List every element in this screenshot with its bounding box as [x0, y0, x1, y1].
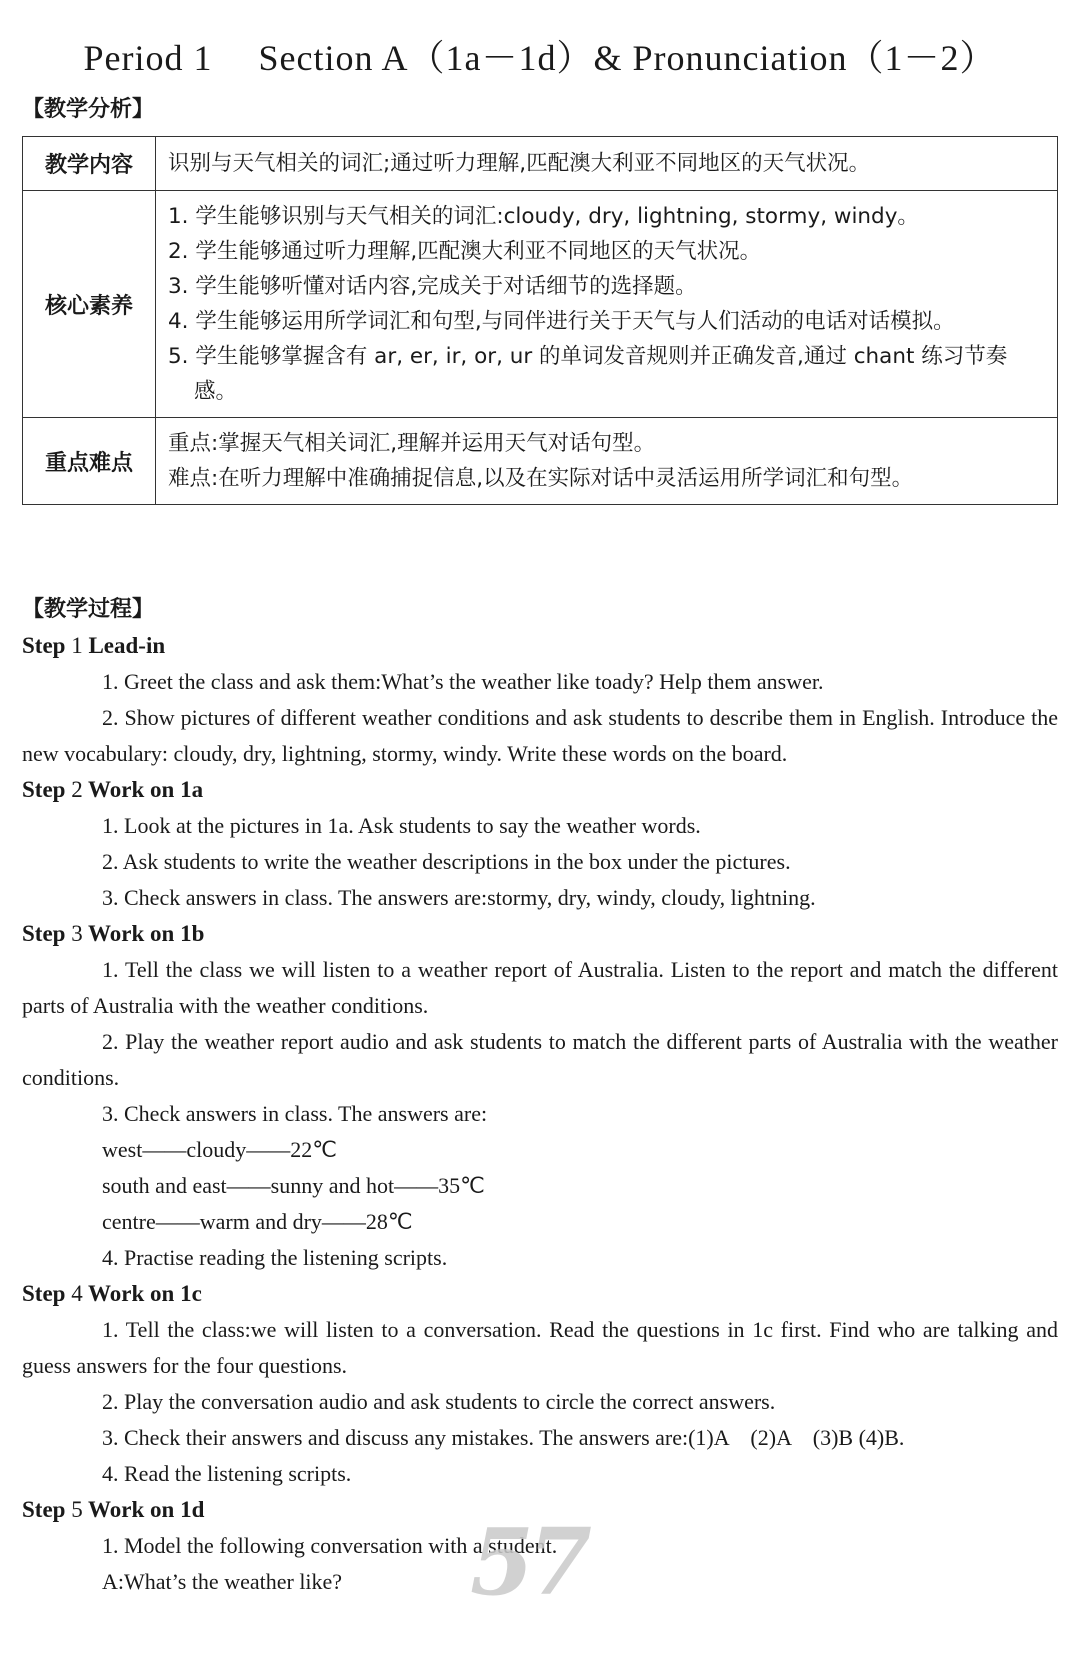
paragraph: 2. Play the weather report audio and ask students to match the different parts of Australia with the weather conditions. — [22, 1029, 1058, 1090]
analysis-heading: 【教学分析】 — [22, 97, 155, 122]
paragraph: 1. Greet the class and ask them:What’s the weather like toady? Help them answer. — [102, 669, 824, 694]
answer-line: centre——warm and dry——28℃ — [102, 1209, 413, 1234]
paragraph: 2. Show pictures of different weather conditions and ask students to describe them in English. Introduce the new vocabulary: cloudy, dry, lightning, stormy, windy. Write these words on the board. — [22, 705, 1058, 766]
row-content — [156, 191, 1058, 418]
process-heading: 【教学过程】 — [22, 597, 155, 622]
step-heading: Step 4 Work on 1c — [22, 1281, 202, 1306]
content-line: 1. 学生能够识别与天气相关的词汇:cloudy, dry, lightning, stormy, windy。 — [168, 204, 919, 229]
content-line: 2. 学生能够通过听力理解,匹配澳大利亚不同地区的天气状况。 — [168, 239, 762, 264]
step-heading: Step 2 Work on 1a — [22, 777, 204, 802]
content-line: 3. 学生能够听懂对话内容,完成关于对话细节的选择题。 — [168, 274, 697, 299]
title-section: Section A（1a－1d）& Pronunciation（1－2） — [258, 38, 997, 78]
paragraph: 4. Practise reading the listening scripts. — [102, 1245, 448, 1270]
paragraph: 4. Read the listening scripts. — [102, 1461, 352, 1486]
paragraph: 1. Model the following conversation with a student. — [102, 1533, 558, 1558]
content-line: 难点:在听力理解中准确捕捉信息,以及在实际对话中灵活运用所学词汇和句型。 — [168, 466, 914, 491]
step-heading: Step 5 Work on 1d — [22, 1497, 205, 1522]
paragraph: 3. Check their answers and discuss any mistakes. The answers are:(1)A (2)A (3)B (4)B. — [102, 1425, 905, 1450]
content-line: 4. 学生能够运用所学词汇和句型,与同伴进行关于天气与人们活动的电话对话模拟。 — [168, 309, 955, 334]
paragraph: 1. Tell the class:we will listen to a conversation. Read the questions in 1c first. Find who are talking and guess answers for the four questions. — [22, 1317, 1058, 1378]
row-label: 重点难点 — [23, 418, 156, 505]
paragraph: 2. Play the conversation audio and ask students to circle the correct answers. — [102, 1389, 776, 1414]
table-row — [23, 137, 1058, 191]
process-body — [22, 592, 1058, 1600]
row-content — [156, 137, 1058, 191]
content-line: 5. 学生能够掌握含有 ar, er, ir, or, ur 的单词发音规则并正确发音,通过 chant 练习节奏感。 — [168, 344, 1008, 404]
paragraph: 2. Ask students to write the weather descriptions in the box under the pictures. — [102, 849, 791, 874]
page-title — [0, 30, 1080, 81]
answer-line: south and east——sunny and hot——35℃ — [102, 1173, 485, 1198]
dialogue-line: A:What’s the weather like? — [102, 1569, 343, 1594]
answer-line: west——cloudy——22℃ — [102, 1137, 337, 1162]
content-line: 重点:掌握天气相关词汇,理解并运用天气对话句型。 — [168, 431, 656, 456]
table-row — [23, 191, 1058, 418]
step-heading: Step 1 Lead-in — [22, 633, 166, 658]
row-label: 核心素养 — [23, 191, 156, 418]
title-period: Period 1 — [83, 38, 213, 78]
row-content — [156, 418, 1058, 505]
paragraph: 1. Look at the pictures in 1a. Ask students to say the weather words. — [102, 813, 701, 838]
row-label: 教学内容 — [23, 137, 156, 191]
paragraph: 1. Tell the class we will listen to a weather report of Australia. Listen to the report and match the different parts of Australia with the weather conditions. — [22, 957, 1058, 1018]
page-number: 57 — [470, 1508, 587, 1616]
paragraph: 3. Check answers in class. The answers are: — [102, 1101, 488, 1126]
analysis-table — [22, 136, 1058, 505]
table-row — [23, 418, 1058, 505]
step-heading: Step 3 Work on 1b — [22, 921, 205, 946]
content-line: 识别与天气相关的词汇;通过听力理解,匹配澳大利亚不同地区的天气状况。 — [168, 151, 871, 176]
paragraph: 3. Check answers in class. The answers are:stormy, dry, windy, cloudy, lightning. — [102, 885, 816, 910]
